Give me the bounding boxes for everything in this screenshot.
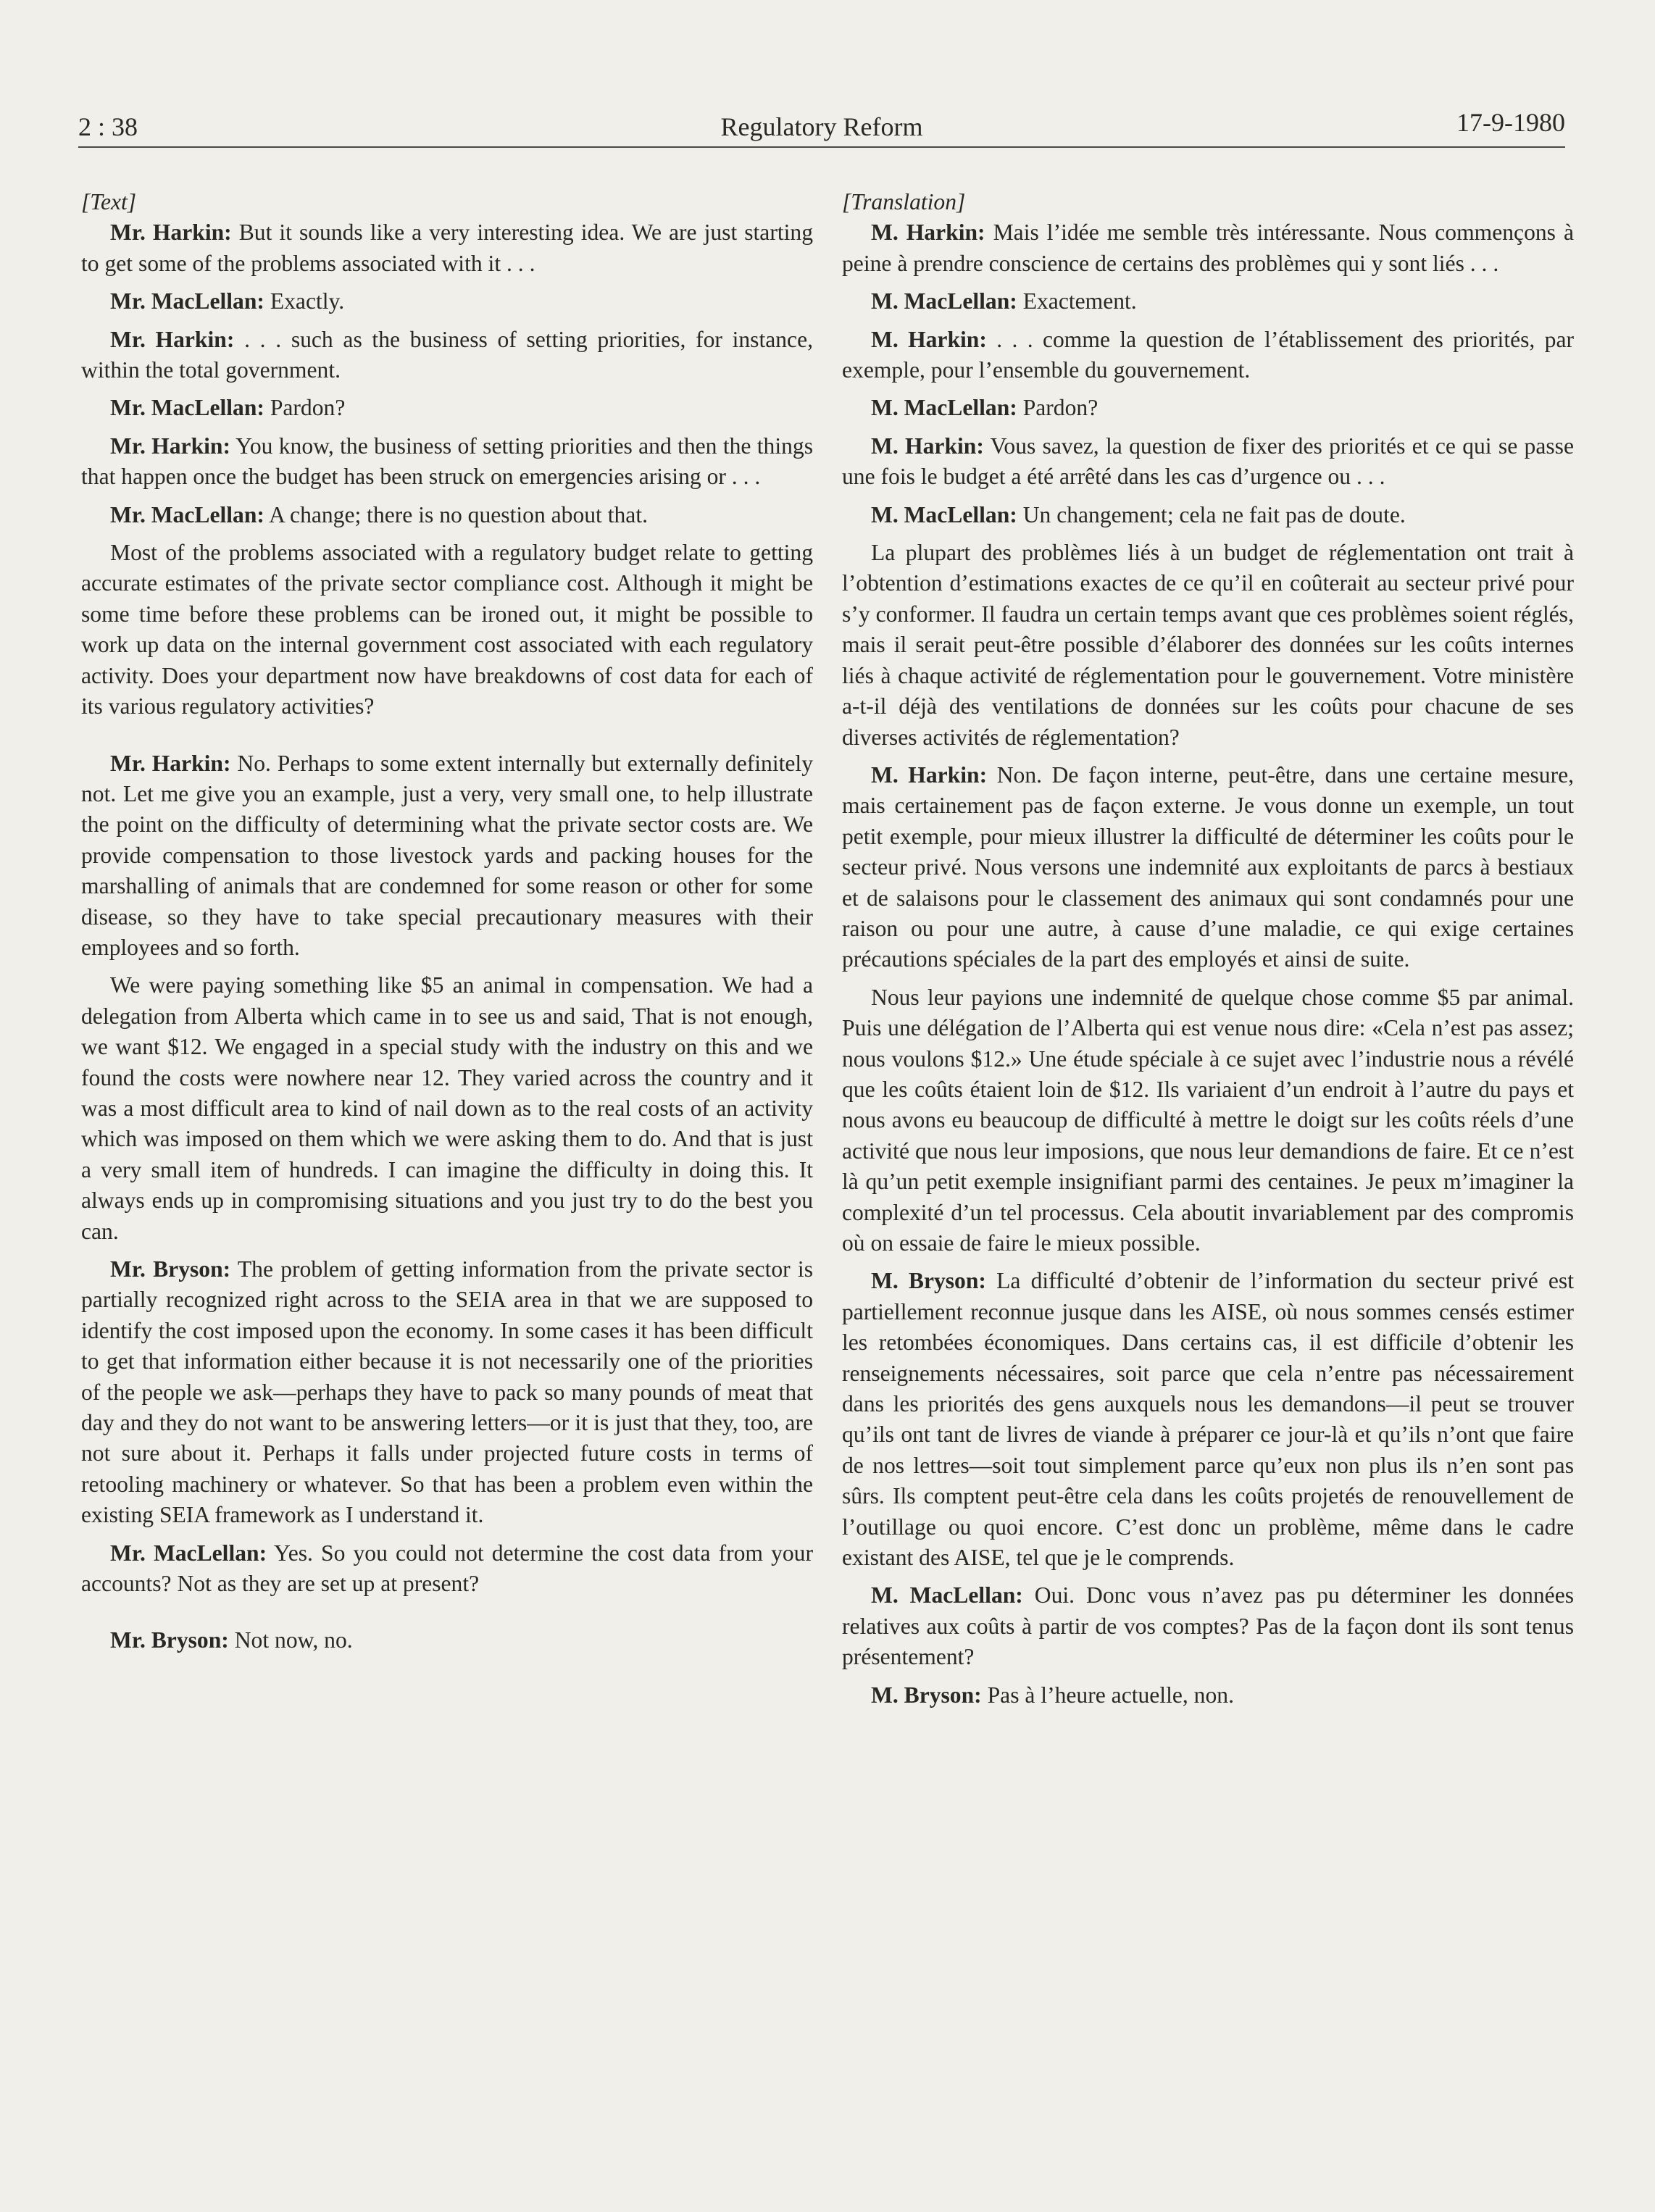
paragraph bbox=[81, 431, 813, 493]
speaker-name: M. Harkin: bbox=[871, 220, 985, 246]
paragraph bbox=[842, 431, 1574, 493]
paragraph-text: . . . such as the business of setting priorities, for instance, within the total government. bbox=[81, 326, 814, 383]
speaker-name: Mr. MacLellan: bbox=[110, 501, 264, 527]
paragraph bbox=[81, 500, 813, 530]
paragraph bbox=[842, 393, 1574, 423]
paragraph-text: Not now, no. bbox=[228, 1627, 353, 1653]
speaker-name: Mr. MacLellan: bbox=[110, 395, 264, 421]
paragraph bbox=[81, 325, 813, 386]
paragraph bbox=[842, 760, 1574, 975]
speaker-name: Mr. Bryson: bbox=[110, 1627, 229, 1653]
paragraph-text: Non. De façon interne, peut-être, dans une certaine mesure, mais certainement pas de façon externe. Je vous donne un exemple, un tout petit exemple, pour mieux illustrer la difficulté de déterminer les coûts pour le secteur privé. Nous versons une indemnité aux exploitants de parcs à bestiaux et de salaisons pour le classement des animaux qui sont condamnés pour une raison ou pour une autre, à cause d’une maladie, ce qui exige certaines précautions spéciales de la part des employés et ainsi de suite. bbox=[842, 761, 1575, 972]
paragraph bbox=[842, 1680, 1574, 1711]
paragraph-text: Most of the problems associated with a regulatory budget relate to getting accurate estimates of the private sector compliance cost. Although it might be some time before these problems can be ironed out, it might be possible to work up data on the internal government cost associated with each regulatory activity. Does your department now have breakdowns of cost data for each of its various regulatory activities? bbox=[81, 540, 813, 719]
speaker-name: Mr. Harkin: bbox=[110, 326, 235, 352]
speaker-name: M. Harkin: bbox=[871, 326, 987, 352]
paragraph-text: . . . comme la question de l’établissement des priorités, par exemple, pour l’ensemble du gouvernement. bbox=[842, 326, 1574, 383]
speaker-name: Mr. MacLellan: bbox=[110, 1540, 267, 1566]
paragraph-text: The problem of getting information from the private sector is partially recognized right across to the SEIA area in that we are supposed to identify the cost imposed upon the economy. In some cases it has been difficult to get that information either because it is not necessarily one of the priorities of the people we ask—perhaps they have to pack so many pounds of meat that day and they do not want to be answering letters—or it is just that they, too, are not sure about it. Perhaps it falls under projected future costs in terms of retooling machinery or whatever. So that has been a problem even within the existing SEIA framework as I understand it. bbox=[81, 1256, 813, 1528]
column-label: [Translation] bbox=[842, 189, 966, 214]
page-date: 17-9-1980 bbox=[1456, 108, 1565, 137]
speaker-name: Mr. Bryson: bbox=[110, 1256, 231, 1282]
paragraph bbox=[842, 538, 1574, 753]
paragraph-text: Mais l’idée me semble très intéressante. Nous commençons à peine à prendre conscience de certains des problèmes qui y sont liés . . . bbox=[842, 220, 1574, 276]
french-column bbox=[842, 187, 1574, 1718]
paragraph-text: Exactly. bbox=[264, 288, 345, 314]
speaker-name: Mr. Harkin: bbox=[110, 220, 232, 246]
paragraph bbox=[81, 286, 813, 317]
paragraph-text: But it sounds like a very interesting idea. We are just starting to get some of the problems associated with it . . . bbox=[81, 220, 814, 276]
paragraph-text: Oui. Donc vous n’avez pas pu déterminer les données relatives aux coûts à partir de vos comptes? Pas de la façon dont ils sont tenus présentement? bbox=[842, 1582, 1575, 1670]
paragraph bbox=[81, 1254, 813, 1531]
paragraph-text: You know, the business of setting priorities and then the things that happen once the budget has been struck on emergencies arising or . . . bbox=[81, 433, 813, 490]
paragraph-text: We were paying something like $5 an animal in compensation. We had a delegation from Alberta which came in to see us and said, That is not enough, we want $12. We engaged in a special study with the industry on this and we found the costs were nowhere near 12. They varied across the country and it was a most difficult area to kind of nail down as to the real costs of an activity which was imposed on them which we were asking them to do. And that is just a very small item of hundreds. I can imagine the difficulty in doing this. It always ends up in compromising situations and you just try to do the best you can. bbox=[81, 972, 813, 1244]
paragraph bbox=[81, 538, 813, 722]
paragraph bbox=[842, 286, 1574, 317]
speaker-name: M. Bryson: bbox=[871, 1268, 986, 1294]
paragraph bbox=[81, 217, 813, 279]
paragraph-text: No. Perhaps to some extent internally but externally definitely not. Let me give you an example, just a very, very small one, to help illustrate the point on the difficulty of determining what the private sector costs are. We provide compensation to those livestock yards and packing houses for the marshalling of animals that are condemned for some reason or other for some disease, so they have to take special precautionary measures with their employees and so forth. bbox=[81, 750, 813, 960]
paragraph bbox=[842, 982, 1574, 1259]
paragraph bbox=[81, 1538, 813, 1600]
paragraph-text: Vous savez, la question de fixer des priorités et ce qui se passe une fois le budget a été arrêté dans les cas d’urgence ou . . . bbox=[842, 433, 1574, 490]
paragraph bbox=[842, 217, 1574, 279]
speaker-name: Mr. Harkin: bbox=[110, 750, 231, 776]
paragraph-text: Exactement. bbox=[1017, 288, 1137, 314]
paragraph bbox=[842, 500, 1574, 530]
paragraph bbox=[81, 748, 813, 964]
paragraph bbox=[81, 393, 813, 423]
paragraph-text: Un changement; cela ne fait pas de doute. bbox=[1017, 501, 1406, 527]
paragraph-text: A change; there is no question about that. bbox=[264, 501, 649, 527]
speaker-name: Mr. MacLellan: bbox=[110, 288, 264, 314]
page-title: Regulatory Reform bbox=[720, 112, 923, 141]
english-column bbox=[81, 187, 813, 1664]
speaker-name: M. MacLellan: bbox=[871, 288, 1017, 314]
paragraph bbox=[842, 325, 1574, 386]
paragraph-text: Yes. So you could not determine the cost data from your accounts? Not as they are set up at present? bbox=[81, 1540, 813, 1597]
speaker-name: M. MacLellan: bbox=[871, 501, 1017, 527]
speaker-name: M. Harkin: bbox=[871, 761, 988, 788]
paragraph-text: Pardon? bbox=[1017, 395, 1099, 421]
speaker-name: M. MacLellan: bbox=[871, 1582, 1023, 1608]
paragraph bbox=[81, 970, 813, 1247]
page-header bbox=[78, 107, 1565, 148]
paragraph bbox=[842, 1580, 1574, 1672]
speaker-name: M. MacLellan: bbox=[871, 395, 1017, 421]
paragraph-text: La difficulté d’obtenir de l’information du secteur privé est partiellement reconnue jusque dans les AISE, où nous sommes censés estimer les retombées économiques. Dans certains cas, il est difficile d’obtenir les renseignements nécessaires, soit parce que cela n’entre pas nécessairement dans les priorités des gens auxquels nous les demandons—il peut se trouver qu’ils ont tant de livres de viande à préparer ce jour-là et qu’ils n’ont que faire de nos lettres—soit tout simplement parce qu’eux non plus ils n’en sont pas sûrs. Ils comptent peut-être cela dans les coûts projetés de renouvellement de l’outillage ou quoi encore. C’est donc un problème, même dans le cadre existant des AISE, tel que je le comprends. bbox=[842, 1268, 1574, 1571]
column-label: [Text] bbox=[81, 189, 137, 214]
page-number: 2 : 38 bbox=[78, 112, 138, 141]
speaker-name: Mr. Harkin: bbox=[110, 433, 231, 459]
speaker-name: M. Bryson: bbox=[871, 1682, 982, 1708]
paragraph-text: Nous leur payions une indemnité de quelque chose comme $5 par animal. Puis une délégation de l’Alberta qui est venue nous dire: «Cela n’est pas assez; nous voulons $12.» Une étude spéciale à ce sujet avec l’industrie nous a révélé que les coûts étaient loin de $12. Ils variaient d’un endroit à l’autre du pays et nous avons eu beaucoup de difficulté à mettre le doigt sur les coûts réels d’une activité que nous leur imposions, que nous leur demandions de faire. Et ce n’est là qu’un petit exemple insignifiant parmi des centaines. Je peux m’imaginer la complexité d’un tel processus. Cela aboutit invariablement par des compromis où on essaie de faire le mieux possible. bbox=[842, 984, 1574, 1256]
paragraph-text: Pas à l’heure actuelle, non. bbox=[981, 1682, 1234, 1708]
paragraph-text: Pardon? bbox=[264, 395, 346, 421]
paragraph bbox=[81, 1625, 813, 1656]
speaker-name: M. Harkin: bbox=[871, 433, 984, 459]
paragraph bbox=[842, 1266, 1574, 1573]
paragraph-text: La plupart des problèmes liés à un budget de réglementation ont trait à l’obtention d’estimations exactes de ce qu’il en coûterait au secteur privé pour s’y conformer. Il faudra un certain temps avant que ces problèmes soient réglés, mais il serait peut-être possible d’élaborer des données sur les coûts internes liés à chaque activité de réglementation pour le gouvernement. Votre ministère a-t-il déjà des ventilations de données sur les coûts pour chacune de ses diverses activités de réglementation? bbox=[842, 540, 1574, 750]
